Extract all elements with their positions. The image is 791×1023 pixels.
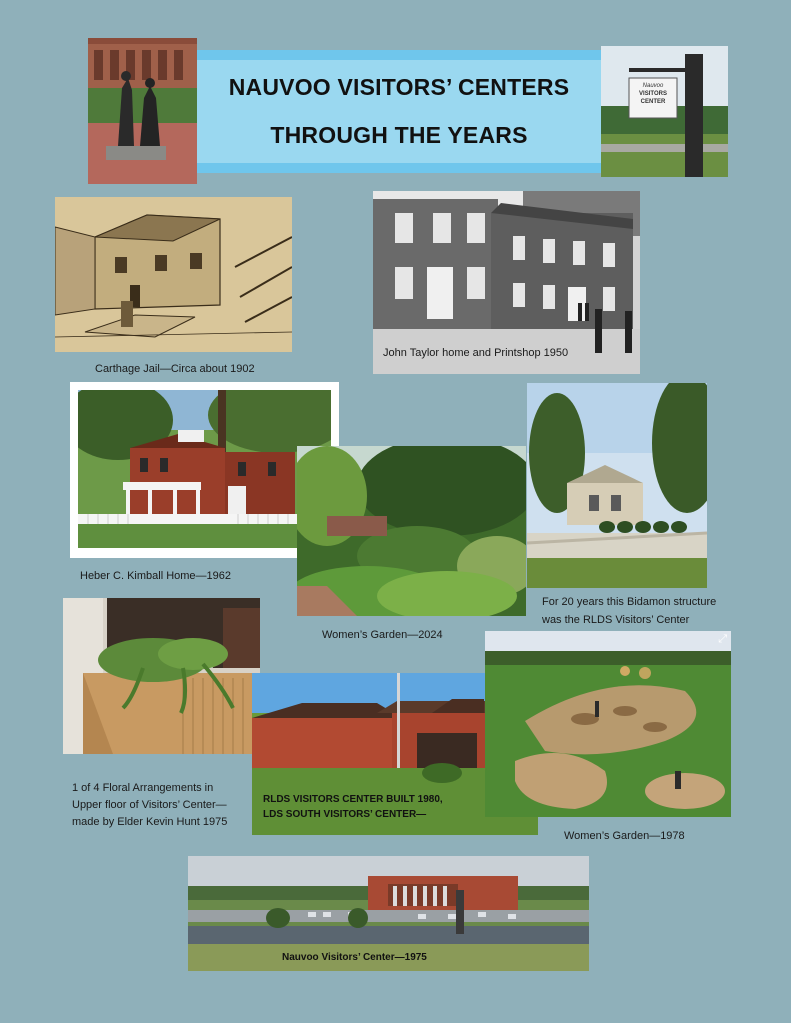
sign-line3: CENTER bbox=[640, 99, 666, 105]
title-banner bbox=[197, 50, 601, 173]
caption-womens-garden-2024: Women’s Garden—2024 bbox=[322, 629, 443, 641]
page-title-line2: THROUGH THE YEARS bbox=[270, 122, 528, 148]
title-bar-top bbox=[197, 50, 601, 60]
statue-photo bbox=[88, 38, 197, 184]
caption-floral-line1: 1 of 4 Floral Arrangements in bbox=[72, 782, 214, 794]
rlds-overlay-line2: LDS SOUTH VISITORS’ CENTER— bbox=[263, 809, 427, 820]
caption-bidamon-line1: For 20 years this Bidamon structure bbox=[542, 596, 717, 608]
visitors-center-sign-photo bbox=[601, 46, 728, 177]
sign-text bbox=[631, 82, 675, 106]
caption-womens-garden-1978: Women’s Garden—1978 bbox=[564, 830, 685, 842]
caption-john-taylor: John Taylor home and Printshop 1950 bbox=[383, 347, 569, 359]
sign-line2: VISITORS bbox=[639, 91, 667, 97]
womens-garden-1978-photo bbox=[485, 631, 731, 817]
bidamon-structure-photo bbox=[527, 383, 707, 588]
sign-line1: Nauvoo bbox=[642, 83, 664, 89]
title-bar-bottom bbox=[197, 163, 601, 173]
carthage-jail-sketch bbox=[55, 197, 292, 352]
floral-arrangement-photo bbox=[63, 598, 260, 754]
caption-bidamon-line2: was the RLDS Visitors’ Center bbox=[542, 614, 690, 626]
rlds-overlay-line1: RLDS VISITORS CENTER BUILT 1980, bbox=[263, 794, 443, 805]
caption-carthage-jail: Carthage Jail—Circa about 1902 bbox=[95, 363, 255, 375]
page-title-line1: NAUVOO VISITORS’ CENTERS bbox=[228, 74, 570, 100]
womens-garden-2024-photo bbox=[297, 446, 526, 616]
caption-floral-line3: made by Elder Kevin Hunt 1975 bbox=[72, 816, 228, 828]
caption-nauvoo-1975: Nauvoo Visitors’ Center—1975 bbox=[282, 952, 427, 963]
heber-kimball-home-photo bbox=[78, 390, 331, 548]
caption-floral-line2: Upper floor of Visitors’ Center— bbox=[72, 799, 227, 811]
expand-icon[interactable]: ⤢ bbox=[718, 633, 727, 645]
caption-heber-kimball: Heber C. Kimball Home—1962 bbox=[80, 570, 232, 582]
